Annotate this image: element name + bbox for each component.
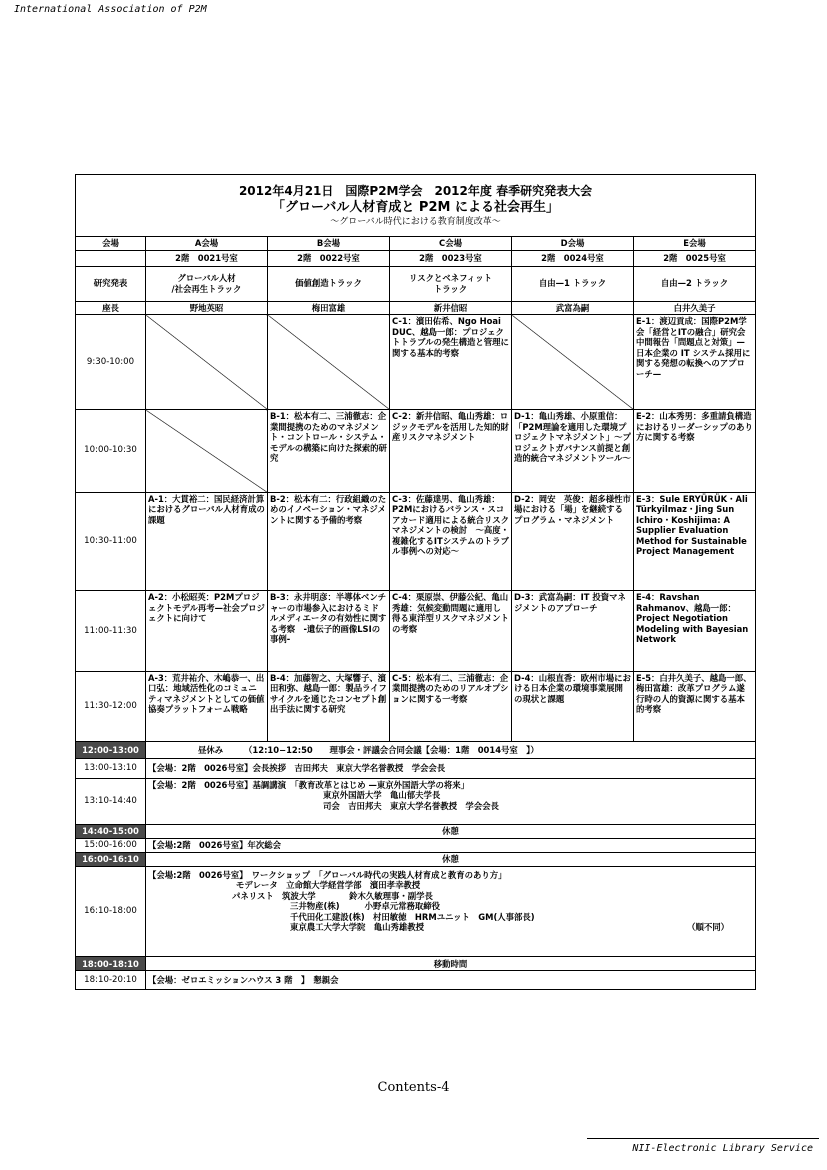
room-b: 2階 0022号室 [268, 251, 390, 266]
presentation-c1: C-1：濱田佑希、Ngo Hoai DUC、越島一郎：プロジェクトトラブルの発生構造と管理に関する基本的考察 [390, 315, 512, 410]
workshop-panelist: 三井物産(株) 小野卓元常務取締役 [290, 901, 441, 912]
empty-slot [512, 315, 634, 410]
presentation-a1: A-1：大貫裕二：国民経済計算におけるグローバル人材育成の課題 [146, 492, 268, 591]
empty-slot [146, 410, 268, 492]
presentation-e2: E-2：山本秀男：多重請負構造におけるリーダーシップのあり方に関する考察 [634, 410, 756, 492]
move-time: 18:00-18:10 [76, 957, 146, 971]
workshop-time: 16:10-18:00 [76, 866, 146, 957]
keynote-block [146, 778, 756, 824]
chair-label: 座長 [76, 301, 146, 315]
presentation-c3: C-3：佐藤達男、亀山秀雄：P2Mにおけるバランス・スコアカード適用による統合リスクマネジメントの検討 ～高度・複雑化するITシステムのトラブル事例への対応～ [390, 492, 512, 591]
conference-title-block [76, 175, 756, 237]
empty-slot [146, 315, 268, 410]
slot-row [76, 591, 756, 671]
presentation-e3: E-3：Sule ERYÜRÜK・Ali Türkyilmaz・Jing Sun Ichiro・Koshijima: A Supplier Evaluation Method for Sustainable Project Management [634, 492, 756, 591]
footer-rule [587, 1138, 819, 1139]
presentation-b2: B-2：松本有二：行政組織のためのイノベーション・マネジメントに関する予備的考察 [268, 492, 390, 591]
chair-a: 野地英昭 [146, 301, 268, 315]
page-number: Contents-4 [377, 1080, 450, 1095]
venue-d: D会場 [512, 236, 634, 250]
presentation-c2: C-2：新井信昭、亀山秀雄：ロジックモデルを活用した知的財産リスクマネジメント [390, 410, 512, 492]
reception-row [76, 971, 756, 990]
slot-time: 10:30-11:00 [76, 492, 146, 591]
presentation-e1: E-1：渡辺貢成：国際P2M学会「経営とITの融合」研究会中間報告「問題点と対策」—日本企業の IT システム採用に関する発想の転換へのアプローチ— [634, 315, 756, 410]
keynote-speaker: 東京外国語大学 亀山郁夫学長 [323, 790, 441, 801]
keynote-title: 【会場：2階 0026号室】基調講演 「教育改革とはじめ —東京外国語大学の将来」 [148, 779, 469, 790]
track-d: 自由—1 トラック [512, 266, 634, 301]
lunch-row [76, 741, 756, 758]
presentation-a2: A-2：小松昭英：P2Mプロジェクトモデル再考—社会プロジェクトに向けて [146, 591, 268, 671]
room-a: 2階 0021号室 [146, 251, 268, 266]
break1-time: 14:40-15:00 [76, 824, 146, 838]
slot-row [76, 315, 756, 410]
opening-time: 13:00-13:10 [76, 759, 146, 779]
break2-text: 休憩 [146, 852, 756, 866]
break1-text: 休憩 [146, 824, 756, 838]
chair-c: 新井信昭 [390, 301, 512, 315]
track-row [76, 266, 756, 301]
workshop-panelist: 千代田化工建設(株) 村田敏徳 HRMユニット GM(人事部長) [290, 911, 535, 922]
chair-d: 武富為嗣 [512, 301, 634, 315]
presentation-a3: A-3：荒井祐介、木嶋恭一、出口弘：地域活性化のコミュニティマネジメントとしての価値協奏プラットフォーム戦略 [146, 671, 268, 741]
presentation-c4: C-4：栗原崇、伊藤公紀、亀山秀雄：気候変動問題に適用し得る東洋型リスクマネジメントの考察 [390, 591, 512, 671]
break2-time: 16:00-16:10 [76, 852, 146, 866]
reception-text: 【会場：ゼロエミッションハウス 3 階 】 懇親会 [146, 971, 756, 990]
room-label-empty [76, 251, 146, 266]
lunch-time: 12:00-13:00 [76, 741, 146, 758]
break-row [76, 852, 756, 866]
presentation-d3: D-3：武富為嗣：IT 投資マネジメントのアプローチ [512, 591, 634, 671]
workshop-order-note: （順不同） [687, 922, 730, 933]
move-text: 移動時間 [146, 957, 756, 971]
presentation-e4: E-4：Ravshan Rahmanov、越島一郎：Project Negotiation Modeling with Bayesian Network [634, 591, 756, 671]
room-e: 2階 0025号室 [634, 251, 756, 266]
workshop-row [76, 866, 756, 957]
venue-a: A会場 [146, 236, 268, 250]
conference-subtheme: ～グローバル時代における教育制度改革～ [330, 217, 501, 228]
general-meeting-text: 【会場:2階 0026号室】年次総会 [146, 838, 756, 852]
slot-time: 10:00-10:30 [76, 410, 146, 492]
venue-e: E会場 [634, 236, 756, 250]
general-meeting-time: 15:00-16:00 [76, 838, 146, 852]
presentation-d2: D-2：岡安 英俊：超多様性市場における「場」を継続するプログラム・マネジメント [512, 492, 634, 591]
keynote-time: 13:10-14:40 [76, 778, 146, 824]
slot-row [76, 492, 756, 591]
general-meeting-row [76, 838, 756, 852]
lunch-text: 昼休み （12:10−12:50 理事会・評議会合同会議【会場：1階 0014号室 】） [146, 741, 756, 758]
slot-time: 11:00-11:30 [76, 591, 146, 671]
keynote-row [76, 778, 756, 824]
track-e: 自由—2 トラック [634, 266, 756, 301]
slot-row [76, 671, 756, 741]
track-label: 研究発表 [76, 266, 146, 301]
chair-b: 梅田富雄 [268, 301, 390, 315]
presentation-b3: B-3：永井明彦：半導体ベンチャーの市場参入におけるミドルメディエータの有効性に関する考察 -遺伝子的画像LSIの事例- [268, 591, 390, 671]
workshop-moderator: モデレータ 立命館大学経営学部 濱田孝幸教授 [236, 880, 421, 891]
conference-theme: 「グローバル人材育成と P2M による社会再生」 [272, 199, 559, 215]
slot-time: 9:30-10:00 [76, 315, 146, 410]
presentation-d1: D-1：亀山秀雄、小原重信：「P2M理論を適用した環境プロジェクトマネジメント」～プロジェクトガバナンス前提と創造的統合マネジメントツール～ [512, 410, 634, 492]
opening-row [76, 759, 756, 779]
reception-time: 18:10-20:10 [76, 971, 146, 990]
keynote-chair: 司会 吉田邦夫 東京大学名誉教授 学会会長 [323, 800, 499, 811]
venue-label: 会場 [76, 236, 146, 250]
track-a: グローバル人材 /社会再生トラック [146, 266, 268, 301]
presentation-b1: B-1：松本有二、三浦徹志：企業間提携のためのマネジメント・コントロール・システム・モデルの構築に向けた探索的研究 [268, 410, 390, 492]
room-row [76, 251, 756, 266]
chair-row [76, 301, 756, 315]
room-c: 2階 0023号室 [390, 251, 512, 266]
footer-library-service: NII-Electronic Library Service [632, 1143, 813, 1154]
workshop-panelist: 東京農工大学大学院 亀山秀雄教授 [290, 922, 424, 933]
break-row [76, 824, 756, 838]
slot-time: 11:30-12:00 [76, 671, 146, 741]
venue-row [76, 236, 756, 250]
presentation-b4: B-4：加藤智之、大塚響子、濱田和弥、越島一郎：製品ライフサイクルを通じたコンセプト創出手法に関する研究 [268, 671, 390, 741]
venue-b: B会場 [268, 236, 390, 250]
workshop-last-line [148, 922, 753, 933]
room-d: 2階 0024号室 [512, 251, 634, 266]
presentation-d4: D-4：山根直香：欧州市場における日本企業の環境事業展開の現状と課題 [512, 671, 634, 741]
track-c: リスクとベネフィット トラック [390, 266, 512, 301]
conference-date-title: 2012年4月21日 国際P2M学会 2012年度 春季研究発表大会 [238, 183, 593, 198]
workshop-panelist: パネリスト 筑波大学 鈴木久敏理事・副学長 [232, 890, 433, 901]
presentation-c5: C-5：松本有二、三浦徹志：企業間提携のためのリアルオプションに関する一考察 [390, 671, 512, 741]
opening-text: 【会場：2階 0026号室】会長挨拶 吉田邦夫 東京大学名誉教授 学会会長 [146, 759, 756, 779]
empty-slot [268, 315, 390, 410]
workshop-block [146, 866, 756, 957]
program-schedule-table [75, 174, 756, 990]
presentation-e5: E-5：白井久美子、越島一郎、梅田富雄：改革プログラム遂行時の人的資源に関する基本的考察 [634, 671, 756, 741]
chair-e: 白井久美子 [634, 301, 756, 315]
venue-c: C会場 [390, 236, 512, 250]
move-row [76, 957, 756, 971]
workshop-title: 【会場:2階 0026号室】 ワークショップ 「グローバル時代の実践人材育成と教育のあり方」 [148, 869, 507, 880]
header-org-name: International Association of P2M [14, 4, 207, 15]
track-b: 価値創造トラック [268, 266, 390, 301]
slot-row [76, 410, 756, 492]
